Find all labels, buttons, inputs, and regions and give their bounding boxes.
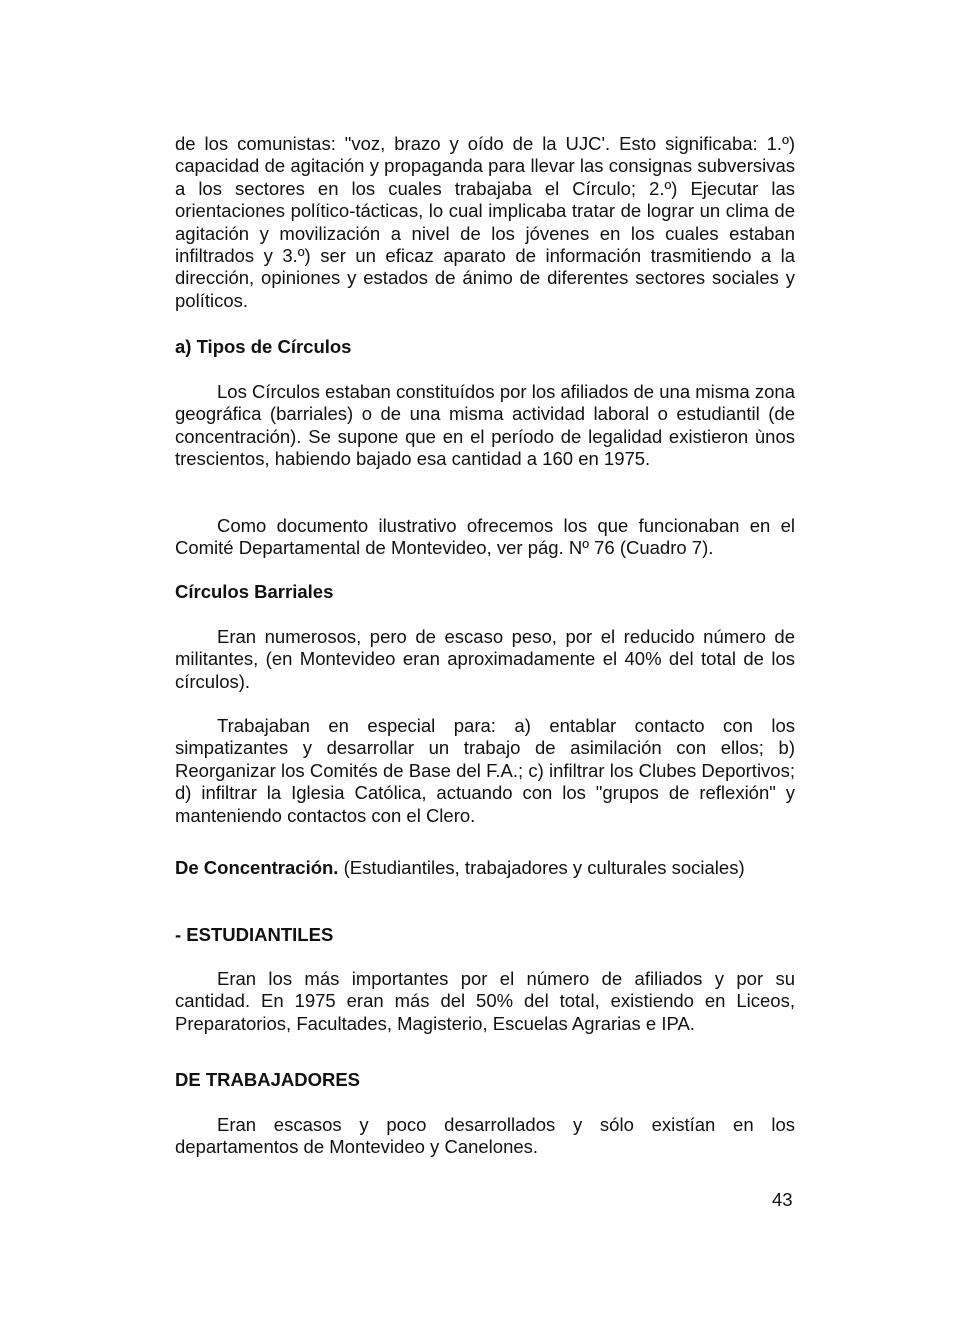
heading-de-trabajadores: DE TRABAJADORES	[175, 1069, 361, 1090]
de-concentracion-label: De Concentración.	[175, 857, 339, 878]
paragraph-estudiantiles: Eran los más importantes por el número de afiliados y por su cantidad. En 1975 eran más del 50% del total, existiendo en Liceos, Preparatorios, Facultades, Magisterio, Escuelas Agrarias e IPA.	[175, 968, 795, 1034]
paragraph-trabajadores: Eran escasos y poco desarrollados y sólo existían en los departamentos de Montevideo y Canelones.	[175, 1114, 795, 1158]
de-concentracion-detail: (Estudiantiles, trabajadores y culturales sociales)	[343, 857, 745, 878]
paragraph-documento-ilustrativo: Como documento ilustrativo ofrecemos los que funcionaban en el Comité Departamental de Montevideo, ver pág. Nº 76 (Cuadro 7).	[175, 515, 795, 559]
paragraph-barriales-trabajo: Trabajaban en especial para: a) entablar contacto con los simpatizantes y desarrollar un trabajo de asimilación con ellos; b) Reorganizar los Comités de Base del F.A.; c) infiltrar los Clubes Deportivos; d) infiltrar la Iglesia Católica, actuando con los "grupos de reflexión" y manteniendo contactos con el Clero.	[175, 715, 795, 826]
heading-estudiantiles: - ESTUDIANTILES	[175, 924, 334, 945]
page-number: 43	[772, 1189, 793, 1210]
paragraph-circulos-definicion: Los Círculos estaban constituídos por los afiliados de una misma zona geográfica (barriales) o de una misma actividad laboral o estudiantil (de concentración). Se supone que en el período de legalidad existieron ùnos trescientos, habiendo bajado esa cantidad a 160 en 1975.	[175, 381, 795, 470]
heading-circulos-barriales: Círculos Barriales	[175, 581, 334, 602]
heading-tipos-de-circulos: a) Tipos de Círculos	[175, 336, 352, 357]
paragraph-barriales-numerosos: Eran numerosos, pero de escaso peso, por el reducido número de militantes, (en Montevideo eran aproximadamente el 40% del total de los círculos).	[175, 626, 795, 692]
intro-paragraph: de los comunistas: "voz, brazo y oído de la UJC'. Esto significaba: 1.º) capacidad de agitación y propaganda para llevar las consignas subversivas a los sectores en los cuales trabajaba el Círculo; 2.º) Ejecutar las orientaciones político-tácticas, lo cual implicaba tratar de lograr un clima de agitación y movilización a nivel de los jóvenes en los cuales estaban infiltrados y 3.º) ser un eficaz aparato de información trasmitiendo a la dirección, opiniones y estados de ánimo de diferentes sectores sociales y políticos.	[175, 133, 795, 311]
heading-de-concentracion	[175, 857, 795, 879]
